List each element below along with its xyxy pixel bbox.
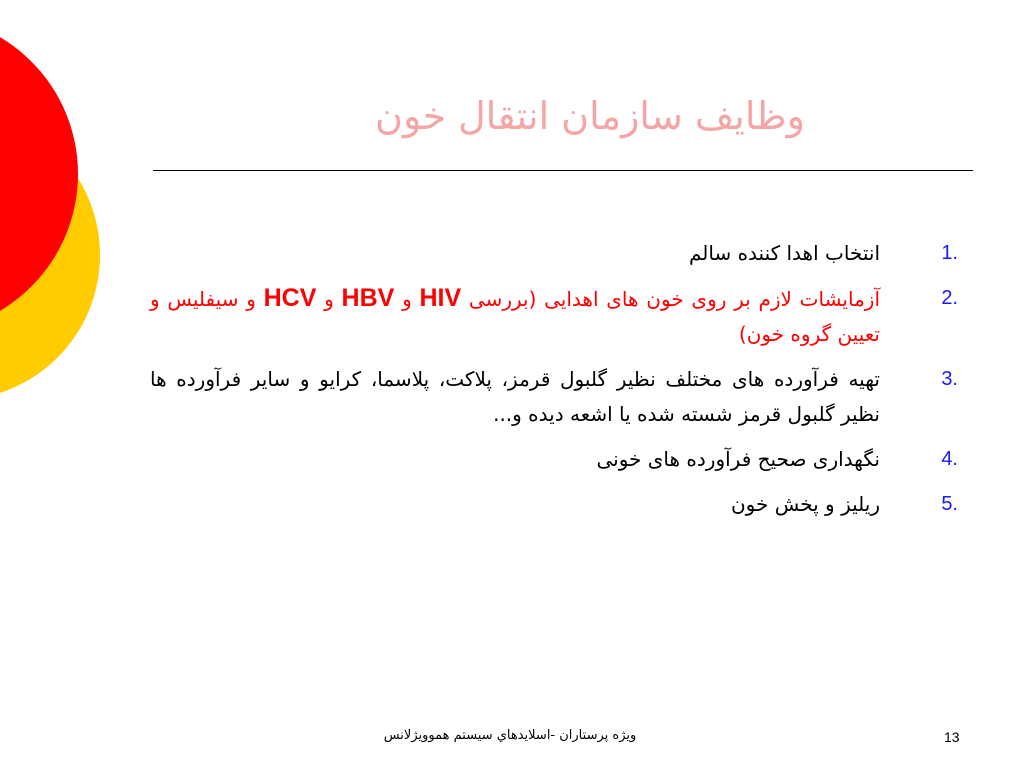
slide-title: وظایف سازمان انتقال خون [375,94,805,138]
item-number: 5. [941,493,958,515]
item-number: 3. [941,368,958,390]
conjunction: و [394,287,420,311]
list-item [150,487,958,522]
item-number: 1. [941,242,958,264]
title-divider [153,170,973,171]
hcv-label: HCV [263,284,317,312]
duties-list [150,236,958,532]
item-text: آزمایشات لازم بر روی خون های اهدایی (بررسی [461,287,881,311]
hbv-label: HBV [341,284,395,312]
item-text: ریلیز و پخش خون [730,492,880,516]
slide-footer: ويژه پرستاران -اسلايدهاي سيستم هموويژلانس [383,728,637,743]
list-item [150,442,958,477]
item-number: 4. [941,448,958,470]
item-text: نگهداری صحیح فرآورده های خونی [596,447,880,471]
item-text: انتخاب اهدا کننده سالم [688,241,880,265]
conjunction: و [316,287,342,311]
item-text-continued: و سیفلیس و تعیین گروه خون) [150,287,880,346]
hiv-label: HIV [419,284,462,312]
list-item [150,281,958,352]
item-number: 2. [941,287,958,309]
item-text: تهیه فرآورده های مختلف نظیر گلبول قرمز، پلاکت، پلاسما، کرایو و سایر فرآورده ها نظیر گلبول قرمز شسته شده یا اشعه دیده و... [150,367,880,426]
list-item [150,236,958,271]
list-item [150,362,958,432]
page-number: 13 [944,729,960,745]
